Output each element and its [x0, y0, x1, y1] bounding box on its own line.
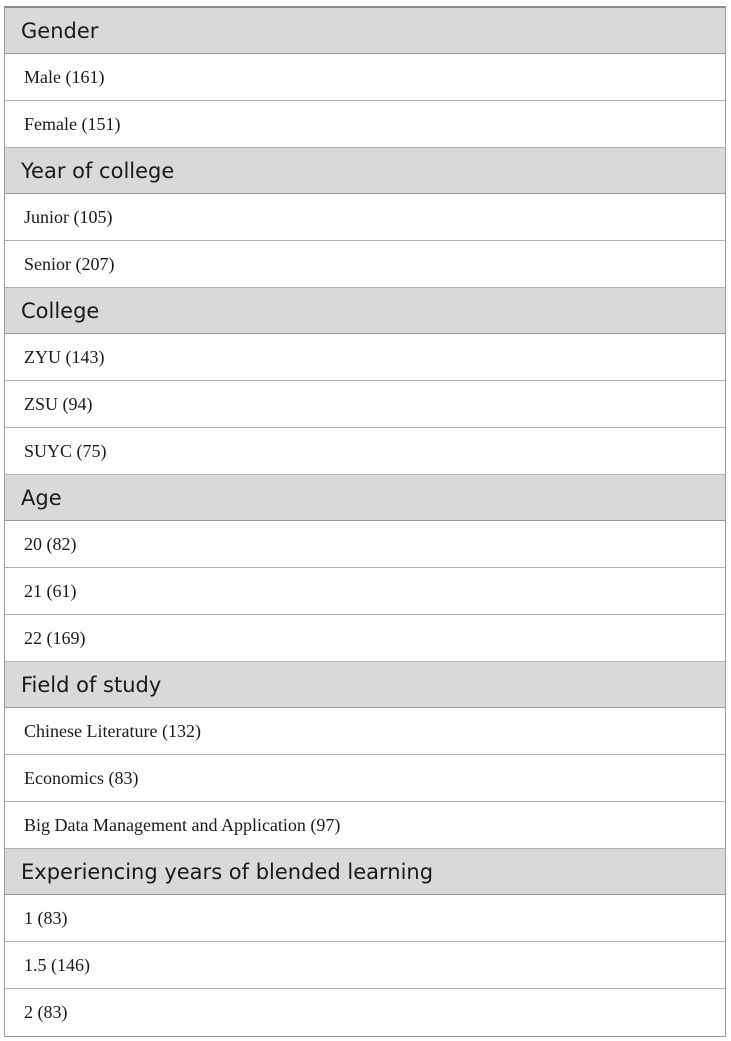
group-gender	[5, 8, 725, 148]
table-row: 1.5 (146)	[5, 942, 725, 989]
table-row: Junior (105)	[5, 194, 725, 241]
table-row: 22 (169)	[5, 615, 725, 662]
group-college	[5, 288, 725, 475]
table-row: SUYC (75)	[5, 428, 725, 475]
group-age	[5, 475, 725, 662]
section-header: Age	[5, 475, 725, 521]
section-header: Field of study	[5, 662, 725, 708]
table-row: 1 (83)	[5, 895, 725, 942]
table-row: Chinese Literature (132)	[5, 708, 725, 755]
section-header: College	[5, 288, 725, 334]
table-row: Female (151)	[5, 101, 725, 148]
table-row: Economics (83)	[5, 755, 725, 802]
table-row: Male (161)	[5, 54, 725, 101]
group-experiencing-years	[5, 849, 725, 1036]
demographics-table	[4, 6, 726, 1037]
table-row: ZYU (143)	[5, 334, 725, 381]
section-header: Experiencing years of blended learning	[5, 849, 725, 895]
section-header: Year of college	[5, 148, 725, 194]
table-row: 2 (83)	[5, 989, 725, 1036]
table-row: 20 (82)	[5, 521, 725, 568]
table-row: Senior (207)	[5, 241, 725, 288]
table-row: Big Data Management and Application (97)	[5, 802, 725, 849]
table-row: ZSU (94)	[5, 381, 725, 428]
group-year-of-college	[5, 148, 725, 288]
group-field-of-study	[5, 662, 725, 849]
table-row: 21 (61)	[5, 568, 725, 615]
section-header: Gender	[5, 8, 725, 54]
